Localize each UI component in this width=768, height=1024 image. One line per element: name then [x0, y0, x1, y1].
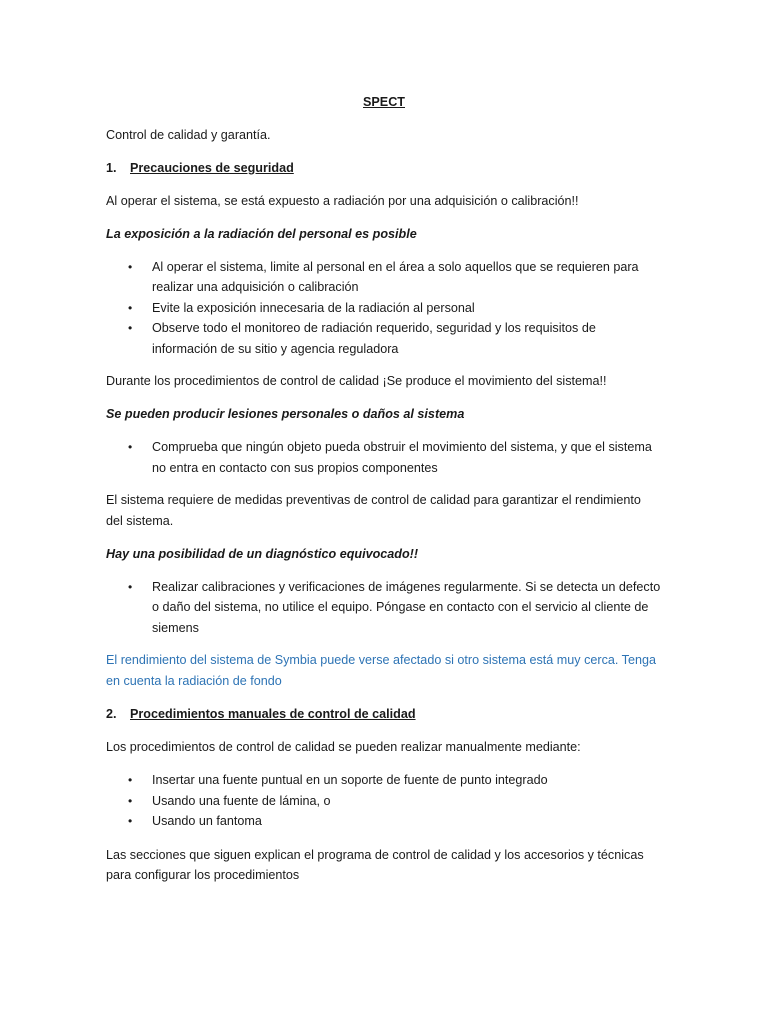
list-item: Evite la exposición innecesaria de la radiación al personal	[152, 301, 475, 315]
list-item: Observe todo el monitoreo de radiación requerido, seguridad y los requisitos de	[152, 321, 596, 335]
note-background-radiation-continuation: en cuenta la radiación de fondo	[106, 674, 282, 688]
bullet-glyph: •	[128, 321, 133, 335]
bullet-glyph: •	[128, 814, 133, 828]
section2-number: 2.	[106, 707, 117, 721]
warning-injury: Se pueden producir lesiones personales o daños al sistema	[106, 407, 465, 421]
warning-diagnosis: Hay una posibilidad de un diagnóstico equivocado!!	[106, 547, 419, 561]
section1-heading	[106, 158, 666, 179]
section2-paragraph-1: Los procedimientos de control de calidad se pueden realizar manualmente mediante:	[106, 740, 581, 754]
list-item-continuation: no entra en contacto con sus propios componentes	[152, 461, 438, 475]
list-item: Usando un fantoma	[152, 814, 262, 828]
section2-heading	[106, 704, 666, 725]
section1-paragraph-3: El sistema requiere de medidas preventivas de control de calidad para garantizar el rendimiento	[106, 493, 641, 507]
list-item: Comprueba que ningún objeto pueda obstruir el movimiento del sistema, y que el sistema	[152, 440, 652, 454]
note-background-radiation: El rendimiento del sistema de Symbia puede verse afectado si otro sistema está muy cerca. Tenga	[106, 653, 656, 667]
list-item: Realizar calibraciones y verificaciones de imágenes regularmente. Si se detecta un defecto	[152, 580, 661, 594]
section1-heading-text: Precauciones de seguridad	[130, 161, 294, 175]
bullet-glyph: •	[128, 260, 133, 274]
list-item-continuation: información de su sitio y agencia reguladora	[152, 342, 399, 356]
section1-paragraph-1: Al operar el sistema, se está expuesto a radiación por una adquisición o calibración!!	[106, 194, 579, 208]
list-item-continuation: realizar una adquisición o calibración	[152, 280, 359, 294]
section1-paragraph-3-continuation: del sistema.	[106, 514, 174, 528]
list-item: Usando una fuente de lámina, o	[152, 794, 331, 808]
list-item: Al operar el sistema, limite al personal en el área a solo aquellos que se requieren para	[152, 260, 639, 274]
list-item: Insertar una fuente puntual en un soporte de fuente de punto integrado	[152, 773, 548, 787]
section2-paragraph-2-continuation: para configurar los procedimientos	[106, 868, 300, 882]
bullet-glyph: •	[128, 773, 133, 787]
document-title: SPECT	[363, 95, 405, 109]
bullet-glyph: •	[128, 580, 133, 594]
document-subtitle: Control de calidad y garantía.	[106, 128, 271, 142]
bullet-glyph: •	[128, 440, 133, 454]
section1-paragraph-2: Durante los procedimientos de control de calidad ¡Se produce el movimiento del sistema!!	[106, 374, 607, 388]
section1-number: 1.	[106, 161, 117, 175]
bullet-glyph: •	[128, 794, 133, 808]
list-item-continuation: o daño del sistema, no utilice el equipo. Póngase en contacto con el servicio al cliente de	[152, 600, 649, 614]
list-item-continuation: siemens	[152, 621, 199, 635]
section2-paragraph-2: Las secciones que siguen explican el programa de control de calidad y los accesorios y técnicas	[106, 848, 644, 862]
warning-exposure: La exposición a la radiación del personal es posible	[106, 227, 417, 241]
bullet-glyph: •	[128, 301, 133, 315]
section2-heading-text: Procedimientos manuales de control de calidad	[130, 707, 416, 721]
